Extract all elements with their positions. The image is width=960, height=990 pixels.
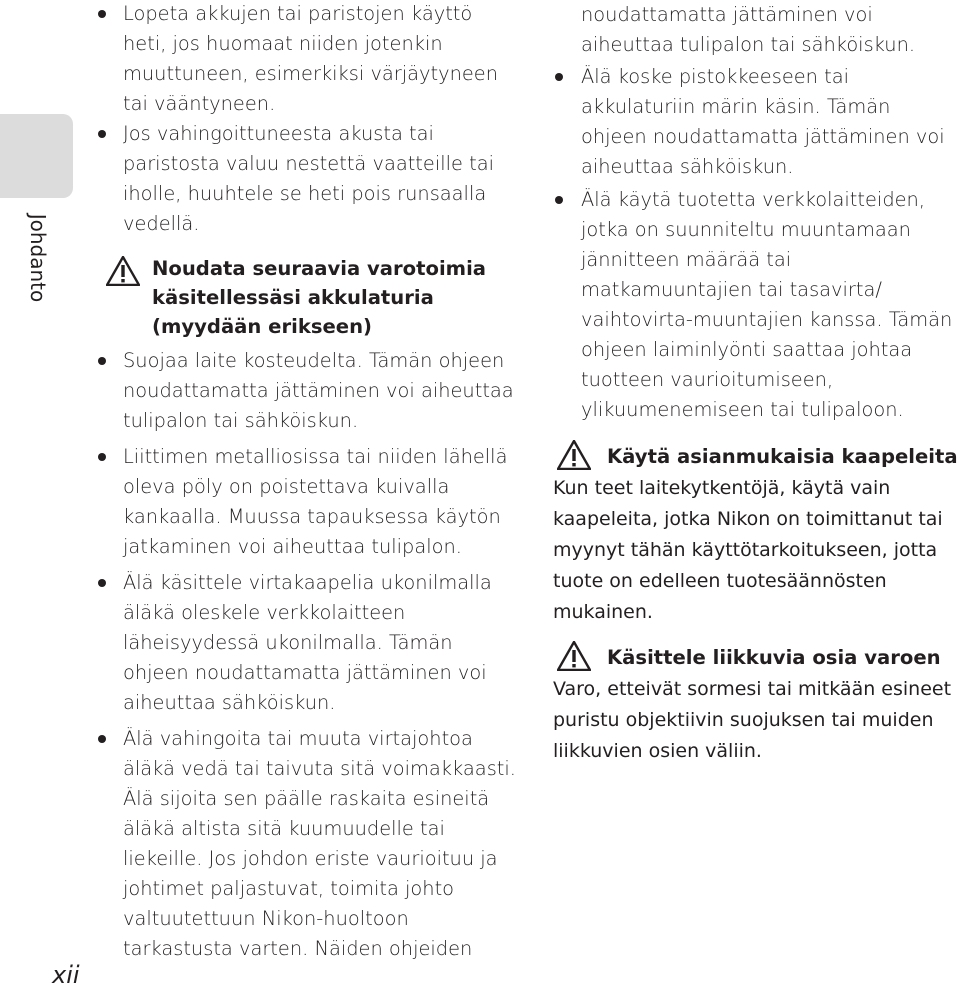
- list-item: Suojaa laite kosteudelta. Tämän ohjeen noudattamatta jättäminen voi aiheuttaa tulipalon tai sähköiskun.: [96, 346, 516, 436]
- chapter-tab: [0, 114, 73, 198]
- section-label: Johdanto: [26, 213, 50, 303]
- bullet-icon: [98, 130, 106, 138]
- battery-list: [96, 0, 516, 240]
- bullet-icon: [98, 735, 106, 743]
- list-item: Liittimen metalliosissa tai niiden lähellä oleva pöly on poistettava kuivalla kankaalla. Muussa tapauksessa käytön jatkaminen voi aiheuttaa tulipalon.: [96, 442, 516, 562]
- moving-parts-text: Varo, etteivät sormesi tai mitkään esineet puristu objektiivin suojuksen tai muiden liikkuvien osien väliin.: [553, 678, 952, 762]
- bullet-icon: [98, 579, 106, 587]
- list-item: Lopeta akkujen tai paristojen käyttö heti, jos huomaat niiden jotenkin muuttuneen, esimerkiksi värjäytyneen tai vääntyneen.: [96, 0, 516, 119]
- charger-warning-heading: Noudata seuraavia varotoimia käsitellessäsi akkulaturia (myydään erikseen): [96, 254, 516, 341]
- list-item: Älä käytä tuotetta verkkolaitteiden, jotka on suunniteltu muuntamaan jännitteen määrää tai matkamuuntajien tai tasavirta/ vaihtovirta-muuntajien kanssa. Tämän ohjeen laiminlyönti saattaa johtaa tuotteen vaurioitumiseen, ylikuumenemiseen tai tulipaloon.: [553, 185, 960, 425]
- left-column: [96, 0, 516, 964]
- list-item: Älä käsittele virtakaapelia ukonilmalla äläkä oleskele verkkolaitteen läheisyydessä ukonilmalla. Tämän ohjeen noudattamatta jättäminen voi aiheuttaa sähköiskun.: [96, 568, 516, 718]
- list-item: Jos vahingoittuneesta akusta tai paristosta valuu nestettä vaatteille tai iholle, huuhtele se heti pois runsaalla vedellä.: [96, 119, 516, 239]
- warning-icon: [557, 440, 591, 470]
- bullet-icon: [98, 453, 106, 461]
- moving-parts-heading: Käsittele liikkuvia osia varoen: [553, 643, 960, 672]
- bullet-icon: [555, 73, 563, 81]
- bullet-icon: [98, 10, 106, 18]
- cables-heading: Käytä asianmukaisia kaapeleita: [553, 442, 960, 471]
- warning-icon: [106, 256, 140, 286]
- bullet-icon: [98, 357, 106, 365]
- cables-text: Kun teet laitekytkentöjä, käytä vain kaapeleita, jotka Nikon on toimittanut tai myynyt tähän käyttötarkoitukseen, jotta tuote on edelleen tuotesäännösten mukainen.: [553, 477, 943, 623]
- charger-list: [96, 346, 516, 964]
- list-item: Älä vahingoita tai muuta virtajohtoa äläkä vedä tai taivuta sitä voimakkaasti. Älä sijoita sen päälle raskaita esineitä äläkä altista sitä kuumuudelle tai liekeille. Jos johdon eriste vaurioituu ja johtimet paljastuvat, toimita johto valtuutettuun Nikon-huoltoon tarkastusta varten. Näiden ohjeiden: [96, 724, 516, 964]
- continued-text: noudattamatta jättäminen voi aiheuttaa tulipalon tai sähköiskun.: [581, 3, 916, 56]
- right-column: [553, 0, 960, 767]
- list-item: Älä koske pistokkeeseen tai akkulaturiin märin käsin. Tämän ohjeen noudattamatta jättäminen voi aiheuttaa sähköiskun.: [553, 62, 960, 182]
- warning-icon: [557, 641, 591, 671]
- charger-list-continued: [553, 62, 960, 425]
- page-number: xii: [52, 961, 80, 989]
- bullet-icon: [555, 196, 563, 204]
